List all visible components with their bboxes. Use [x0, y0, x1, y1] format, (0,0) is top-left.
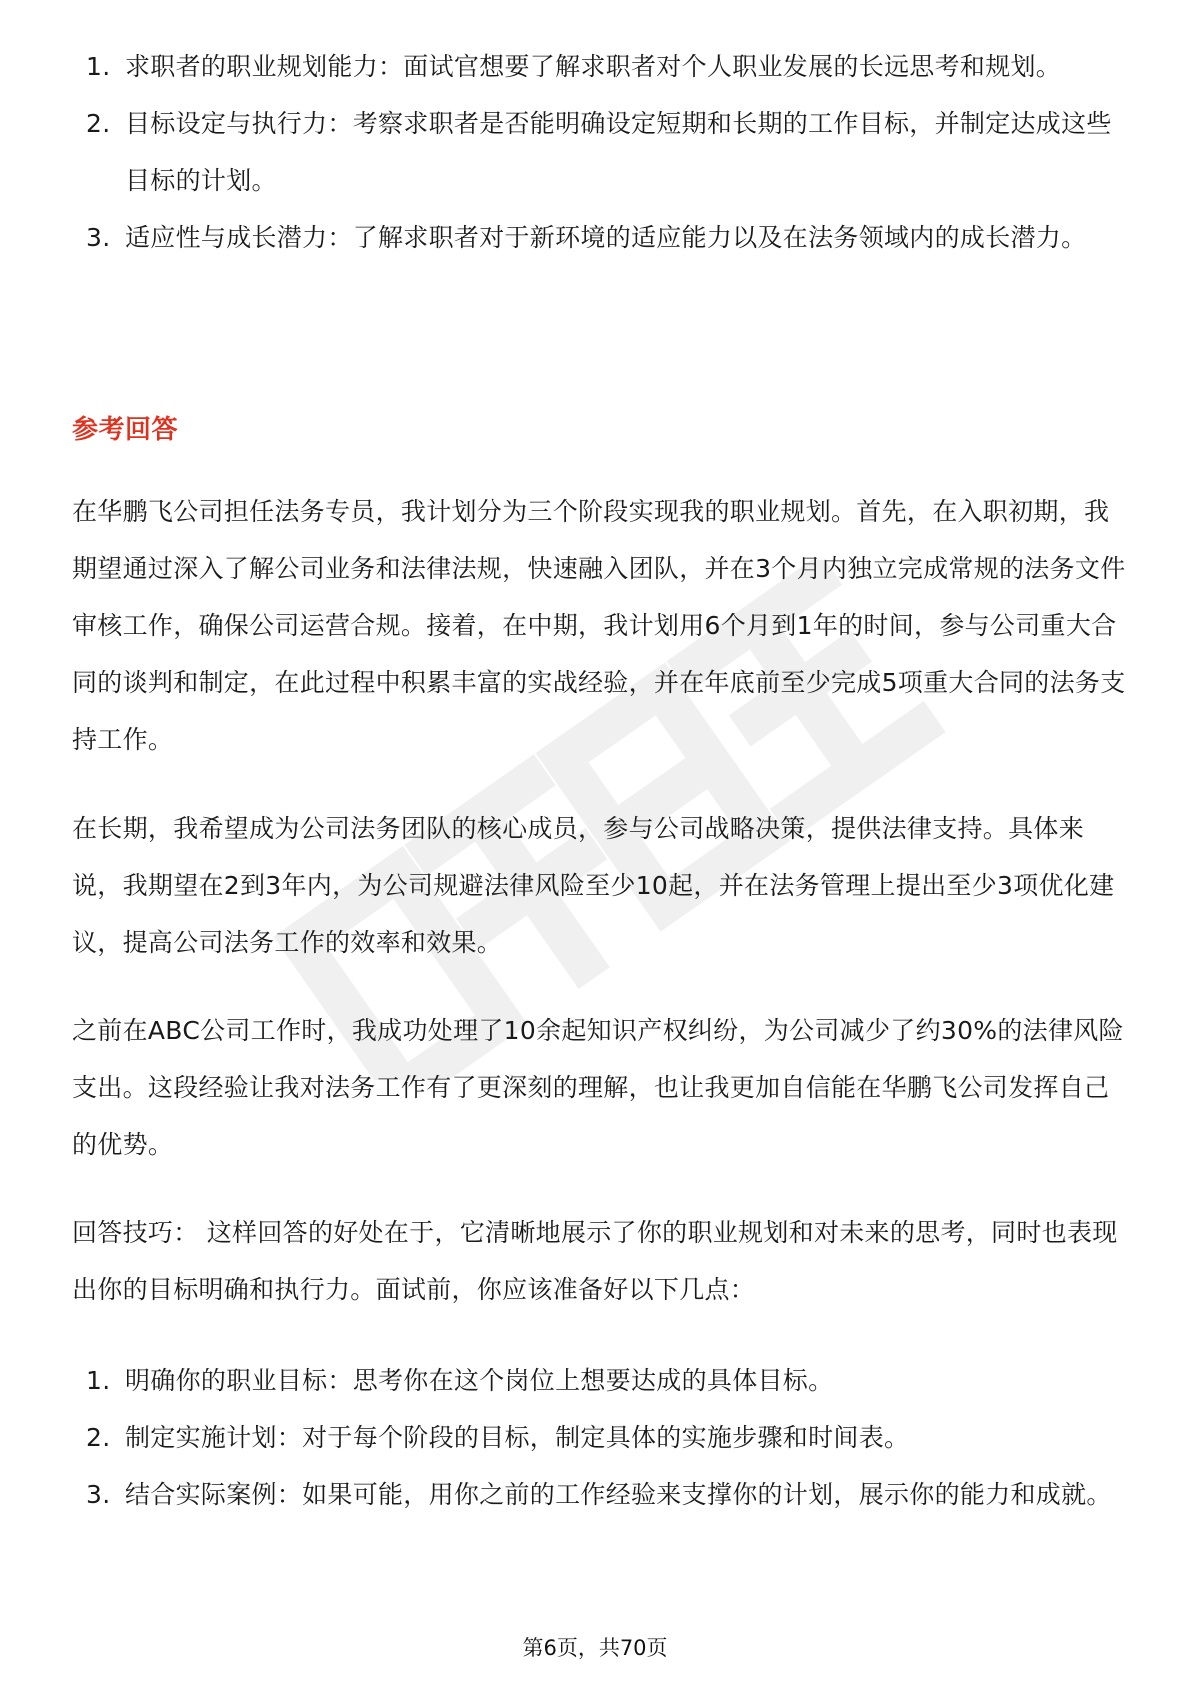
- list-number: 3.: [86, 1480, 111, 1509]
- answer-paragraph: 在华鹏飞公司担任法务专员，我计划分为三个阶段实现我的职业规划。首先，在入职初期，我期望通过深入了解公司业务和法律法规，快速融入团队，并在3个月内独立完成常规的法务文件审核工作，确保公司运营合规。接着，在中期，我计划用6个月到1年的时间，参与公司重大合同的谈判和制定，在此过程中积累丰富的实战经验，并在年底前至少完成5项重大合同的法务支持工作。: [72, 497, 1126, 754]
- section-heading: 参考回答: [72, 415, 179, 445]
- list-item: [72, 1352, 1132, 1409]
- list-item-text: 目标设定与执行力：考察求职者是否能明确设定短期和长期的工作目标，并制定达成这些目标的计划。: [125, 109, 1112, 195]
- list-item: [72, 209, 1132, 266]
- list-item-text: 明确你的职业目标：思考你在这个岗位上想要达成的具体目标。: [125, 1366, 834, 1395]
- list-number: 3.: [86, 223, 111, 252]
- tips-paragraph: 回答技巧： 这样回答的好处在于，它清晰地展示了你的职业规划和对未来的思考，同时也表现出你的目标明确和执行力。面试前，你应该准备好以下几点：: [72, 1218, 1118, 1304]
- list-item-text: 求职者的职业规划能力：面试官想要了解求职者对个人职业发展的长远思考和规划。: [125, 52, 1062, 81]
- list-item: [72, 95, 1132, 209]
- list-number: 2.: [86, 1423, 111, 1452]
- list-item: [72, 38, 1132, 95]
- list-number: 2.: [86, 109, 111, 138]
- list-item: [72, 1409, 1132, 1466]
- list-item-text: 制定实施计划：对于每个阶段的目标，制定具体的实施步骤和时间表。: [125, 1423, 910, 1452]
- answer-paragraph: 之前在ABC公司工作时，我成功处理了10余起知识产权纠纷，为公司减少了约30%的法律风险支出。这段经验让我对法务工作有了更深刻的理解，也让我更加自信能在华鹏飞公司发挥自己的优势。: [72, 1016, 1124, 1159]
- list-number: 1.: [86, 1366, 111, 1395]
- answer-paragraph: 在长期，我希望成为公司法务团队的核心成员，参与公司战略决策，提供法律支持。具体来说，我期望在2到3年内，为公司规避法律风险至少10起，并在法务管理上提出至少3项优化建议，提高公司法务工作的效率和效果。: [72, 814, 1115, 957]
- list-item-text: 结合实际案例：如果可能，用你之前的工作经验来支撑你的计划，展示你的能力和成就。: [125, 1480, 1112, 1509]
- list-number: 1.: [86, 52, 111, 81]
- list-item: [72, 1466, 1132, 1523]
- preparation-tips-list: [72, 1352, 1132, 1523]
- list-item-text: 适应性与成长潜力：了解求职者对于新环境的适应能力以及在法务领域内的成长潜力。: [125, 223, 1087, 252]
- page-footer: 第6页，共70页: [522, 1636, 668, 1660]
- evaluation-points-list: [72, 38, 1132, 266]
